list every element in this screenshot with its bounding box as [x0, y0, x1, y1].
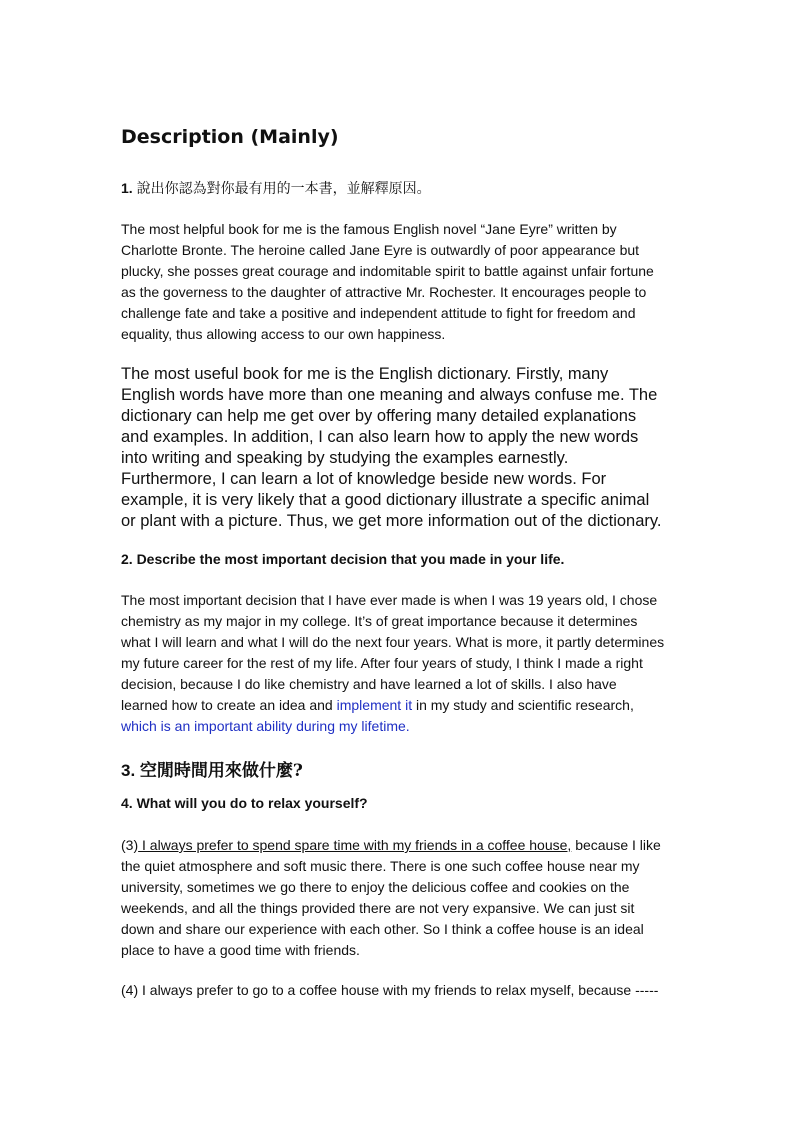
question-4: 4. What will you do to relax yourself? — [121, 795, 368, 811]
answer-4-option-3-rest: because I like the quiet atmosphere and soft music there. There is one such coffee house near my university, sometimes we go there to enjoy the delicious coffee and cookies on the weekends, and all the things provided there are not very expansive. We can just sit down and share our experience with each other. So I think a coffee house is an ideal place to have a good time with friends. — [121, 837, 661, 958]
answer-1b-paragraph-1: The most useful book for me is the English dictionary. Firstly, many English words have more than one meaning and always confuse me. The dictionary can help me get over by offering many detailed explanations and examples. In addition, I can also learn how to apply the new words into writing and speaking by studying the examples earnestly. — [121, 365, 658, 467]
question-1-text: 說出你認為對你最有用的一本書，並解釋原因。 — [136, 181, 431, 197]
answer-4-option-4: (4) I always prefer to go to a coffee house with my friends to relax myself, because ----- — [121, 982, 659, 998]
question-3-number: 3. — [121, 761, 136, 780]
answer-2-highlight-1: implement it — [336, 697, 413, 713]
page-title: Description (Mainly) — [121, 126, 339, 148]
answer-4-option-3-prefix: (3) — [121, 837, 139, 853]
question-2: 2. Describe the most important decision that you made in your life. — [121, 551, 565, 567]
question-3-text: 空閒時間用來做什麼? — [139, 761, 303, 781]
answer-1a: The most helpful book for me is the famous English novel “Jane Eyre” written by Charlotte Bronte. The heroine called Jane Eyre is outwardly of poor appearance but plucky, she posses great courage and indomitable spirit to battle against unfair fortune as the governess to the daughter of attractive Mr. Rochester. It encourages people to challenge fate and take a positive and independent attitude to fight for freedom and equality, thus allowing access to our own happiness. — [121, 221, 654, 342]
question-1-number: 1. — [121, 180, 133, 196]
answer-2 — [121, 590, 666, 737]
answer-2-highlight-2: which is an important ability during my lifetime. — [121, 718, 410, 734]
answer-4-option-3 — [121, 835, 666, 961]
answer-1b-paragraph-2: Furthermore, I can learn a lot of knowledge beside new words. For example, it is very likely that a good dictionary illustrate a specific animal or plant with a picture. Thus, we get more information out of the dictionary. — [121, 470, 662, 530]
answer-4-option-3-underlined: I always prefer to spend spare time with my friends in a coffee house, — [138, 837, 572, 853]
question-1 — [121, 178, 431, 198]
answer-2-text-1: The most important decision that I have ever made is when I was 19 years old, I chose chemistry as my major in my college. It’s of great importance because it determines what I will learn and what I will do the next four years. What is more, it partly determines my future career for the rest of my life. After four years of study, I think I made a right decision, because I do like chemistry and have learned a lot of skills. I also have learned how to create an idea and — [121, 592, 665, 713]
answer-2-text-2: in my study and scientific research, — [412, 697, 634, 713]
question-3 — [121, 756, 303, 781]
